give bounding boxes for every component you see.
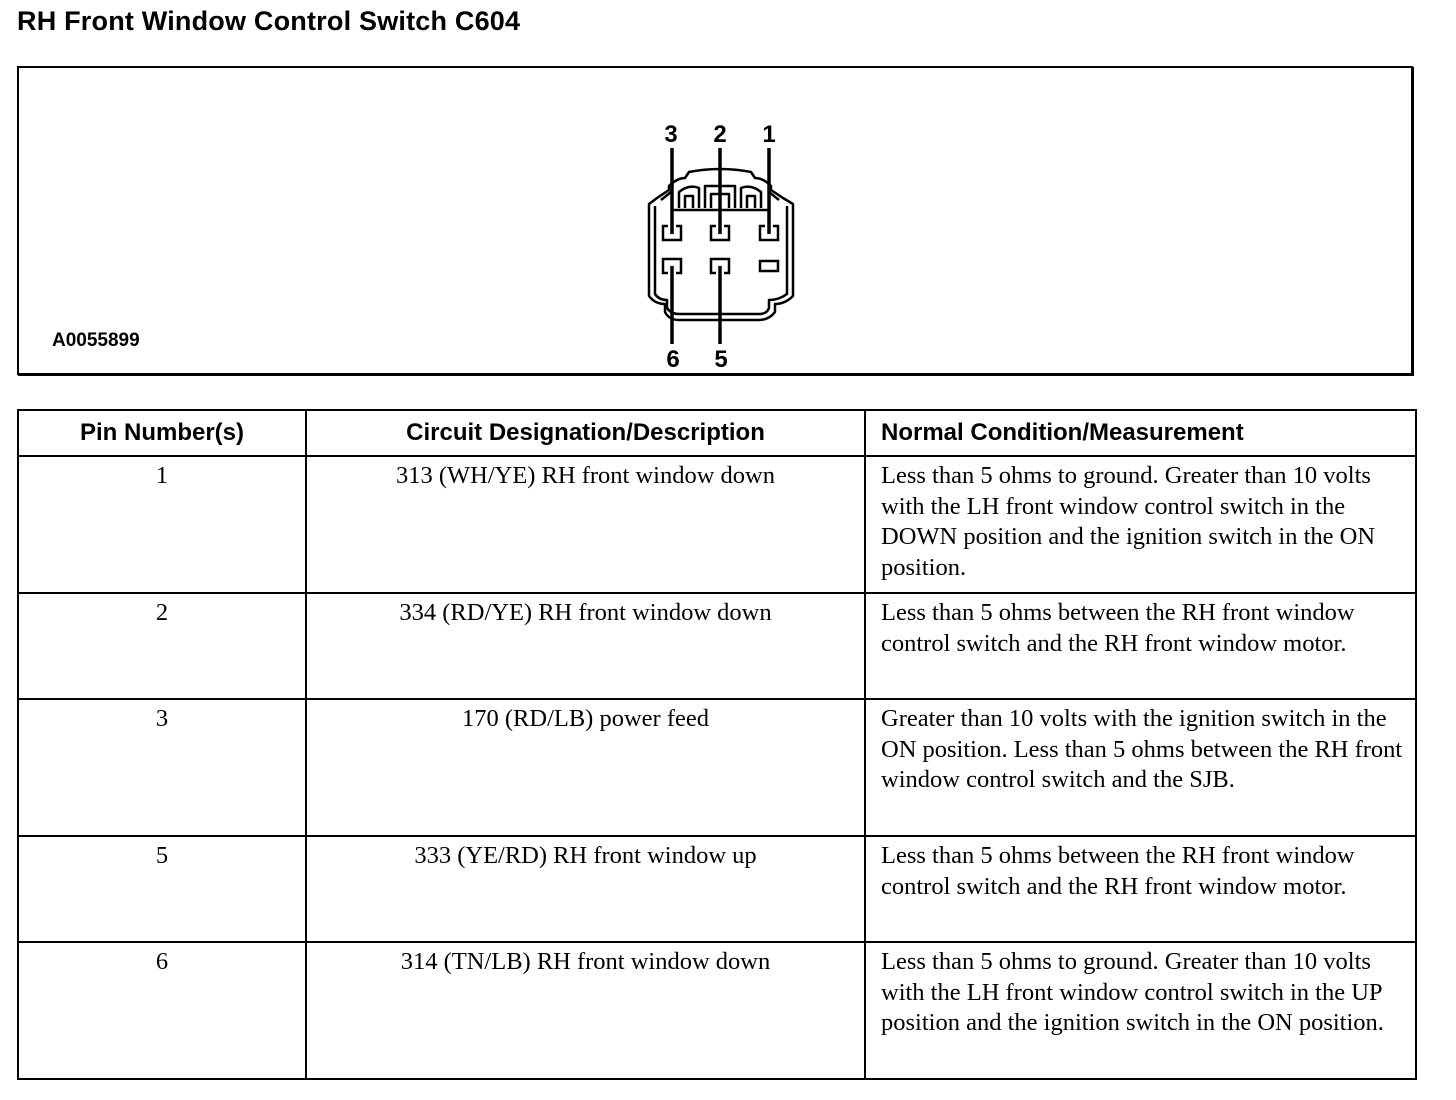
table-row <box>18 593 1416 699</box>
figure-id: A0055899 <box>52 330 140 351</box>
pin-number-cell: 5 <box>18 836 306 942</box>
condition-cell: Less than 5 ohms between the RH front window control switch and the RH front window motor. <box>865 593 1416 699</box>
condition-cell: Less than 5 ohms between the RH front window control switch and the RH front window motor. <box>865 836 1416 942</box>
table-row <box>18 699 1416 836</box>
table-row <box>18 836 1416 942</box>
condition-cell: Greater than 10 volts with the ignition switch in the ON position. Less than 5 ohms between the RH front window control switch and the SJB. <box>865 699 1416 836</box>
pin-number-cell: 1 <box>18 456 306 593</box>
pin-cavity-4 <box>760 261 778 271</box>
circuit-cell: 334 (RD/YE) RH front window down <box>306 593 865 699</box>
pin-label-6: 6 <box>666 346 680 368</box>
connector-figure <box>17 66 1413 375</box>
pin-number-cell: 6 <box>18 942 306 1079</box>
pin-number-cell: 3 <box>18 699 306 836</box>
connector-face-diagram <box>619 108 839 368</box>
pin-number-cell: 2 <box>18 593 306 699</box>
condition-cell: Less than 5 ohms to ground. Greater than 10 volts with the LH front window control switch in the UP position and the ignition switch in the ON position. <box>865 942 1416 1079</box>
circuit-cell: 333 (YE/RD) RH front window up <box>306 836 865 942</box>
circuit-cell: 314 (TN/LB) RH front window down <box>306 942 865 1079</box>
table-header-row <box>18 410 1416 456</box>
table-row <box>18 942 1416 1079</box>
pin-label-5: 5 <box>714 346 728 368</box>
table-row <box>18 456 1416 593</box>
circuit-cell: 313 (WH/YE) RH front window down <box>306 456 865 593</box>
header-pin-number: Pin Number(s) <box>18 410 306 456</box>
pin-label-2: 2 <box>713 121 727 148</box>
condition-cell: Less than 5 ohms to ground. Greater than 10 volts with the LH front window control switch in the DOWN position and the ignition switch in the ON position. <box>865 456 1416 593</box>
header-circuit: Circuit Designation/Description <box>306 410 865 456</box>
page-title: RH Front Window Control Switch C604 <box>17 6 521 36</box>
pin-label-1: 1 <box>762 121 776 148</box>
circuit-cell: 170 (RD/LB) power feed <box>306 699 865 836</box>
pin-label-3: 3 <box>664 121 678 148</box>
header-condition: Normal Condition/Measurement <box>865 410 1416 456</box>
pin-table <box>17 409 1417 1080</box>
